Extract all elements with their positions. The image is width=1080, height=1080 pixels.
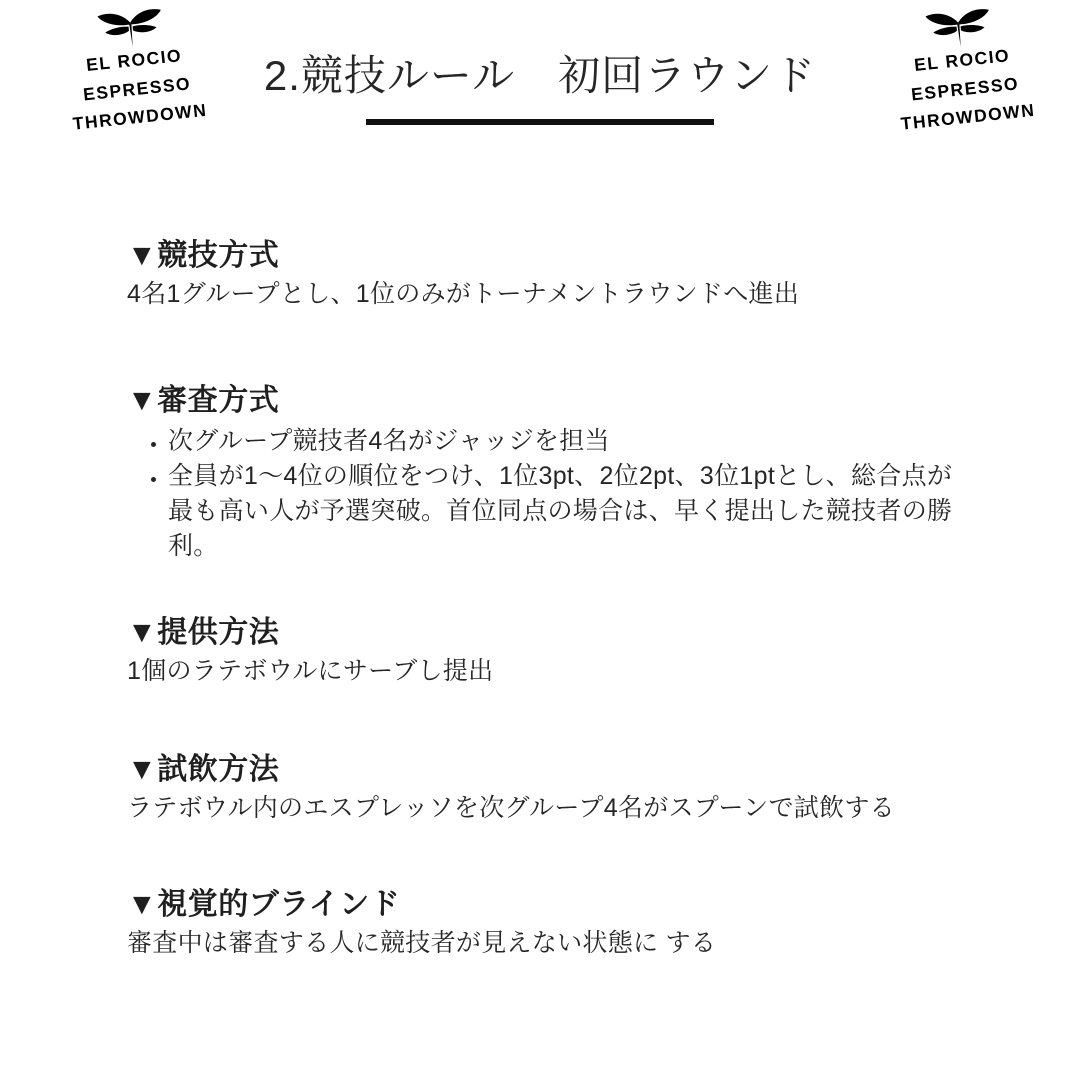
section-bullet-list bbox=[127, 424, 977, 564]
section-body: ラテボウル内のエスプレッソを次グループ4名がスプーンで試飲する bbox=[127, 794, 895, 822]
logo-line-3: THROWDOWN bbox=[899, 99, 1037, 134]
title-block bbox=[0, 50, 1080, 125]
section-tasting-method bbox=[127, 751, 977, 826]
section-body: 4名1グループとし、1位のみがトーナメントラウンドへ進出 bbox=[127, 280, 800, 308]
section-serving-method bbox=[127, 614, 977, 689]
logo-line-2: ESPRESSO bbox=[82, 72, 192, 104]
logo-line-1: EL ROCIO bbox=[85, 45, 184, 76]
section-body: 審査中は審査する人に競技者が見えない状態に する bbox=[127, 929, 717, 957]
section-visual-blind bbox=[127, 886, 977, 961]
title-underline bbox=[366, 119, 714, 125]
section-body: 1個のラテボウルにサーブし提出 bbox=[127, 657, 494, 685]
section-competition-format bbox=[127, 237, 977, 312]
bullet-item: • 全員が1〜4位の順位をつけ、1位3pt、2位2pt、3位1ptとし、総合点が最も高い人が予選突破。首位同点の場合は、早く提出した競技者の勝利。 bbox=[168, 459, 977, 564]
section-heading: ▼視覚的ブラインド bbox=[127, 888, 401, 921]
logo-line-3: THROWDOWN bbox=[71, 99, 209, 134]
rules-content bbox=[127, 237, 977, 1031]
logo-line-2: ESPRESSO bbox=[910, 72, 1020, 104]
page-title: 2.競技ルール 初回ラウンド bbox=[263, 52, 817, 99]
bullet-item: • 次グループ競技者4名がジャッジを担当 bbox=[168, 424, 977, 459]
section-heading: ▼提供方法 bbox=[127, 616, 280, 649]
section-heading: ▼競技方式 bbox=[127, 239, 280, 272]
logo-line-1: EL ROCIO bbox=[913, 45, 1012, 76]
section-heading: ▼試飲方法 bbox=[127, 753, 280, 786]
section-heading: ▼審査方式 bbox=[127, 384, 280, 417]
section-judging-format bbox=[127, 382, 977, 564]
